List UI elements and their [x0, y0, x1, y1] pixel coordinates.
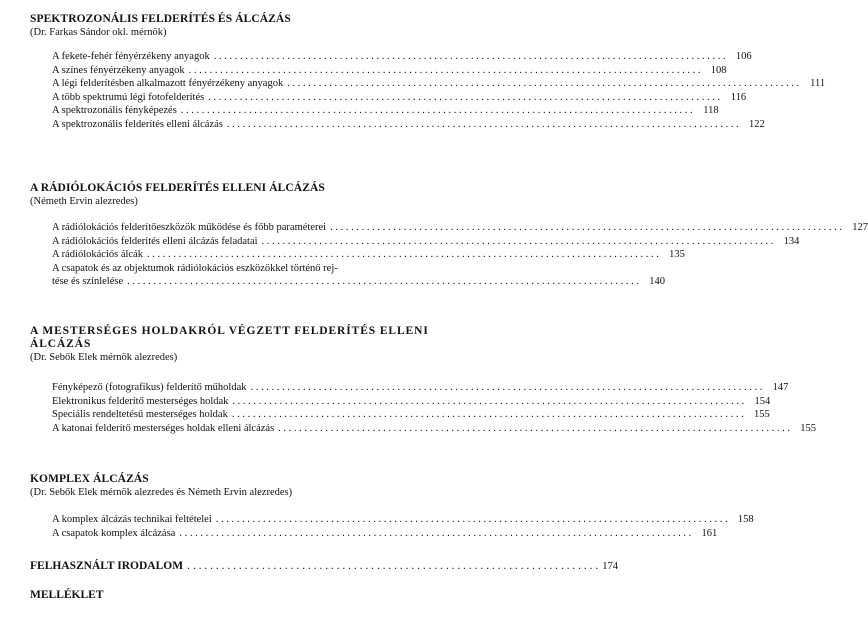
entry-list [30, 513, 754, 540]
entry-list [30, 50, 826, 132]
dot-leader [330, 221, 842, 235]
dot-leader [179, 527, 691, 541]
entry-title: A fekete-fehér fényérzékeny anyagok [52, 51, 210, 62]
dot-leader [189, 64, 701, 78]
dot-leader [287, 77, 799, 91]
entry-title: A spektrozonális fényképezés [52, 105, 177, 117]
entry-page: 158 [737, 514, 754, 525]
toc-entry[interactable] [52, 235, 800, 249]
toc-section-radiolokacios [30, 182, 868, 289]
toc-entry[interactable] [52, 221, 868, 235]
entry-title: A katonai felderítő mesterséges holdak elleni álcázás [52, 422, 275, 434]
toc-entry[interactable] [52, 118, 765, 132]
entry-page: 155 [800, 422, 817, 434]
entry-page: 161 [701, 527, 718, 539]
entry-title: A légi felderítésben alkalmazott fényérzékeny anyagok [52, 78, 284, 90]
entry-title: A színes fényérzékeny anyagok [52, 64, 185, 76]
dot-leader [127, 275, 639, 289]
appendix-title: MELLÉKLET [30, 589, 104, 601]
section-title: SPEKTROZONÁLIS FELDERÍTÉS ÉS ÁLCÁZÁS [30, 13, 291, 25]
toc-entry[interactable] [52, 395, 771, 409]
entry-title: Speciális rendeltetésű mesterséges holdak [52, 409, 228, 421]
entry-page: 106 [735, 51, 752, 62]
entry-page: 154 [754, 395, 771, 407]
dot-leader [250, 381, 762, 395]
toc-entry[interactable] [52, 408, 770, 422]
toc-entry[interactable] [52, 50, 752, 64]
entry-page: 135 [669, 249, 685, 261]
toc-appendix[interactable] [30, 589, 456, 602]
entry-title-line2-row [52, 275, 666, 289]
entry-page: 116 [730, 91, 747, 103]
dot-leader [232, 395, 744, 409]
dot-leader [181, 104, 693, 118]
dot-leader [214, 50, 726, 64]
entry-title: Elektronikus felderítő mesterséges holdak [52, 395, 229, 407]
section-title: A RÁDIÓLOKÁCIÓS FELDERÍTÉS ELLENI ÁLCÁZÁS [30, 182, 325, 194]
dot-leader [278, 422, 790, 436]
toc-entry[interactable] [52, 527, 718, 541]
bibliography-page: 174 [602, 561, 618, 572]
entry-list [30, 221, 868, 289]
section-title: A MESTERSÉGES HOLDAKRÓL VÉGZETT FELDERÍTÉS ELLENI ÁLCÁZÁS [30, 325, 429, 350]
dot-leader [227, 118, 739, 132]
entry-title: A csapatok komplex álcázása [52, 527, 176, 539]
dot-leader [208, 91, 720, 105]
toc-section-komplex [30, 473, 754, 540]
toc-section-spektrozonalis [30, 13, 826, 132]
section-author: (Dr. Farkas Sándor okl. mérnök) [30, 27, 167, 38]
toc-entry[interactable] [52, 104, 719, 118]
entry-page: 134 [783, 235, 800, 247]
toc-entry[interactable] [52, 381, 789, 395]
entry-title: A több spektrumú légi fotofelderítés [52, 91, 205, 103]
entry-title: A spektrozonális felderítés elleni álcázás [52, 118, 223, 130]
entry-page: 122 [748, 118, 765, 130]
dot-leader [216, 513, 728, 527]
dot-leader [232, 408, 744, 422]
toc-section-mesterseges-holdak [30, 325, 817, 435]
entry-title: tése és színlelése [52, 276, 124, 288]
entry-page: 111 [810, 78, 826, 90]
entry-title: A rádiólokációs álcák [52, 249, 143, 261]
section-author: (Németh Ervin alezredes) [30, 196, 138, 207]
dot-leader [187, 560, 598, 573]
entry-title: A rádiólokációs felderítőeszközök működése és főbb paraméterei [52, 222, 327, 233]
toc-entry[interactable] [52, 422, 817, 436]
entry-page: 127 [852, 222, 868, 233]
entry-title: A komplex álcázás technikai feltételei [52, 514, 212, 525]
toc-entry[interactable] [52, 77, 826, 91]
entry-list [30, 381, 817, 435]
toc-entry[interactable] [52, 64, 727, 78]
dot-leader [262, 235, 774, 249]
entry-title-line1: A csapatok és az objektumok rádiólokációs eszközökkel történő rej- [52, 262, 338, 274]
entry-page: 108 [710, 64, 727, 76]
toc-bibliography[interactable] [30, 560, 618, 573]
entry-page: 118 [703, 105, 719, 117]
section-author: (Dr. Sebők Elek mérnök alezredes) [30, 352, 178, 363]
toc-entry[interactable] [52, 262, 666, 289]
dot-leader [147, 248, 659, 262]
entry-page: 155 [753, 409, 770, 421]
section-title: KOMPLEX ÁLCÁZÁS [30, 473, 149, 485]
toc-entry[interactable] [52, 248, 685, 262]
entry-title: A rádiólokációs felderítés elleni álcázás feladatai [52, 235, 258, 247]
entry-title: Fényképező (fotografikus) felderítő műholdak [52, 382, 247, 393]
toc-entry[interactable] [52, 513, 754, 527]
toc-entry[interactable] [52, 91, 747, 105]
entry-page: 140 [649, 276, 666, 288]
bibliography-title: FELHASZNÁLT IRODALOM [30, 560, 184, 572]
entry-page: 147 [772, 382, 789, 393]
section-author: (Dr. Sebők Elek mérnök alezredes és Németh Ervin alezredes) [30, 487, 293, 498]
